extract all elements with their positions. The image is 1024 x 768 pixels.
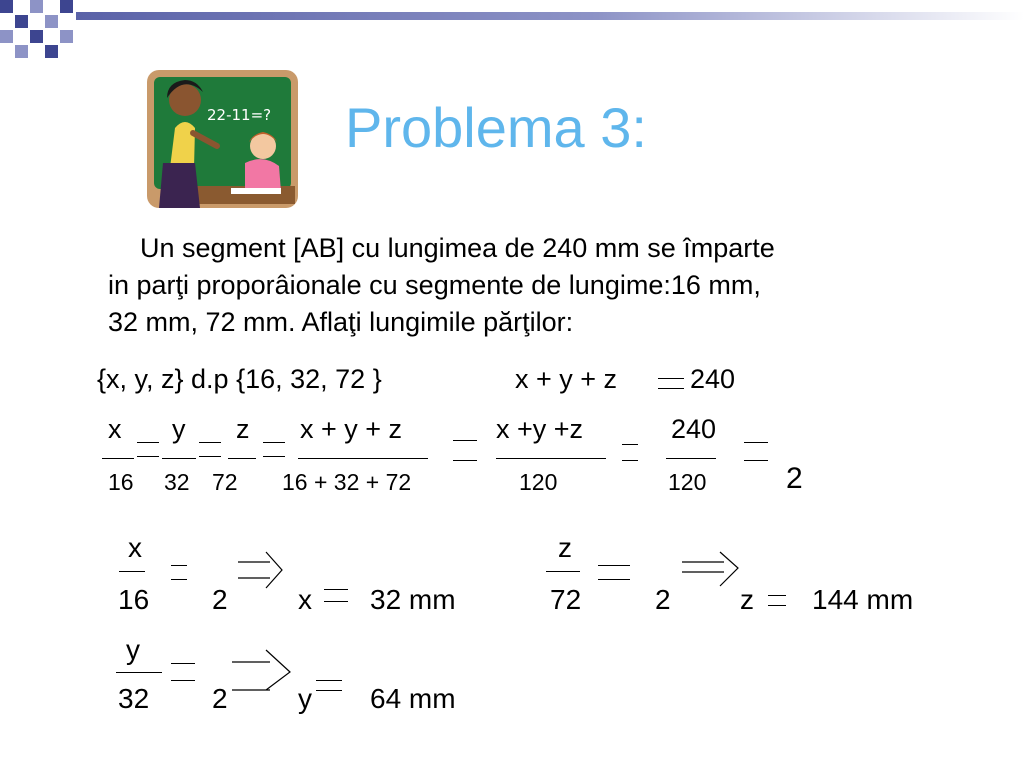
fraction-den-32: 32 — [118, 683, 150, 714]
equals-sign-bottom — [598, 579, 630, 580]
equals-sign-top — [622, 444, 638, 445]
fraction-bar — [116, 672, 162, 673]
denominator-120: 120 — [519, 469, 558, 495]
deco-square — [30, 30, 43, 43]
var-z: z — [740, 584, 754, 615]
deco-square — [45, 45, 58, 58]
implies-arrow-icon — [680, 548, 742, 590]
denominator-sum: 16 + 32 + 72 — [282, 469, 412, 495]
numerator-sum: x + y + z — [300, 414, 403, 444]
ratio-k: 2 — [655, 584, 671, 615]
fraction-den-16: 16 — [118, 584, 150, 615]
equals-sign-top — [744, 442, 768, 443]
problem-statement — [108, 230, 958, 341]
fraction-bar — [496, 458, 606, 459]
equals-sign-top — [137, 442, 159, 443]
deco-square — [60, 30, 73, 43]
teacher-illustration — [145, 68, 300, 210]
deco-square — [30, 0, 43, 13]
denominator-120: 120 — [668, 469, 707, 495]
header-bar — [76, 12, 1024, 20]
ratio-result: 2 — [786, 462, 803, 495]
sum-expression: x + y + z — [515, 364, 618, 394]
numerator-y: y — [172, 414, 186, 444]
equals-sign-bottom — [744, 460, 768, 461]
fraction-bar — [546, 571, 580, 572]
denominator-32: 32 — [164, 469, 190, 495]
deco-square — [0, 0, 13, 13]
fraction-bar — [666, 458, 716, 459]
statement-line: in parţi proporâionale cu segmente de lungime:16 mm, — [108, 270, 761, 300]
sum-total: 240 — [690, 364, 736, 394]
equals-sign-bottom — [137, 456, 159, 457]
var-x: x — [298, 584, 312, 615]
deco-square — [15, 15, 28, 28]
board-text: 22-11=? — [207, 106, 272, 124]
numerator-x: x — [108, 414, 122, 444]
equals-sign-bottom — [171, 579, 187, 580]
numerator-sum-2: x +y +z — [496, 414, 584, 444]
fraction-num-x: x — [128, 532, 142, 563]
equals-sign-bottom — [324, 601, 348, 602]
slide-title: Problema 3: — [345, 96, 647, 159]
result-x: 32 mm — [370, 584, 456, 615]
equals-sign-top — [453, 440, 477, 441]
fraction-bar — [119, 571, 145, 572]
deco-square — [0, 30, 13, 43]
denominator-72: 72 — [212, 469, 238, 495]
equals-sign-bottom — [622, 460, 638, 461]
implies-arrow-icon — [230, 646, 294, 692]
equals-sign-bottom — [768, 605, 786, 606]
equals-sign-bottom — [171, 680, 195, 681]
fraction-bar — [102, 458, 134, 459]
fraction-bar — [228, 458, 256, 459]
equals-sign-bottom — [453, 460, 477, 461]
fraction-bar — [298, 458, 428, 459]
proportional-set: {x, y, z} d.p {16, 32, 72 } — [97, 364, 382, 394]
equals-sign-top — [768, 595, 786, 596]
result-z: 144 mm — [812, 584, 914, 615]
equals-sign-top — [324, 589, 348, 590]
deco-square — [45, 15, 58, 28]
implies-arrow-icon — [236, 548, 286, 590]
equals-sign-top — [598, 565, 630, 566]
equals-sign-bottom — [199, 456, 221, 457]
statement-line: 32 mm, 72 mm. Aflaţi lungimile părţilor: — [108, 307, 574, 337]
equals-sign-top — [263, 442, 285, 443]
equals-sign-bottom — [658, 388, 684, 389]
equals-sign-top — [316, 680, 342, 681]
deco-square — [60, 0, 73, 13]
equals-sign-bottom — [263, 456, 285, 457]
result-y: 64 mm — [370, 683, 456, 714]
equals-sign-top — [171, 565, 187, 566]
deco-square — [15, 45, 28, 58]
fraction-num-y: y — [126, 634, 140, 665]
statement-line: Un segment [AB] cu lungimea de 240 mm se împarte — [140, 233, 775, 263]
ratio-k: 2 — [212, 584, 228, 615]
numerator-z: z — [236, 414, 250, 444]
equals-sign-bottom — [316, 690, 342, 691]
numerator-240: 240 — [671, 414, 717, 444]
fraction-num-z: z — [558, 532, 572, 563]
var-y: y — [298, 683, 312, 714]
fraction-bar — [162, 458, 196, 459]
equals-sign-top — [658, 378, 684, 379]
ratio-k: 2 — [212, 683, 228, 714]
denominator-16: 16 — [108, 469, 134, 495]
equals-sign-top — [171, 663, 195, 664]
equals-sign-top — [199, 442, 221, 443]
fraction-den-72: 72 — [550, 584, 582, 615]
